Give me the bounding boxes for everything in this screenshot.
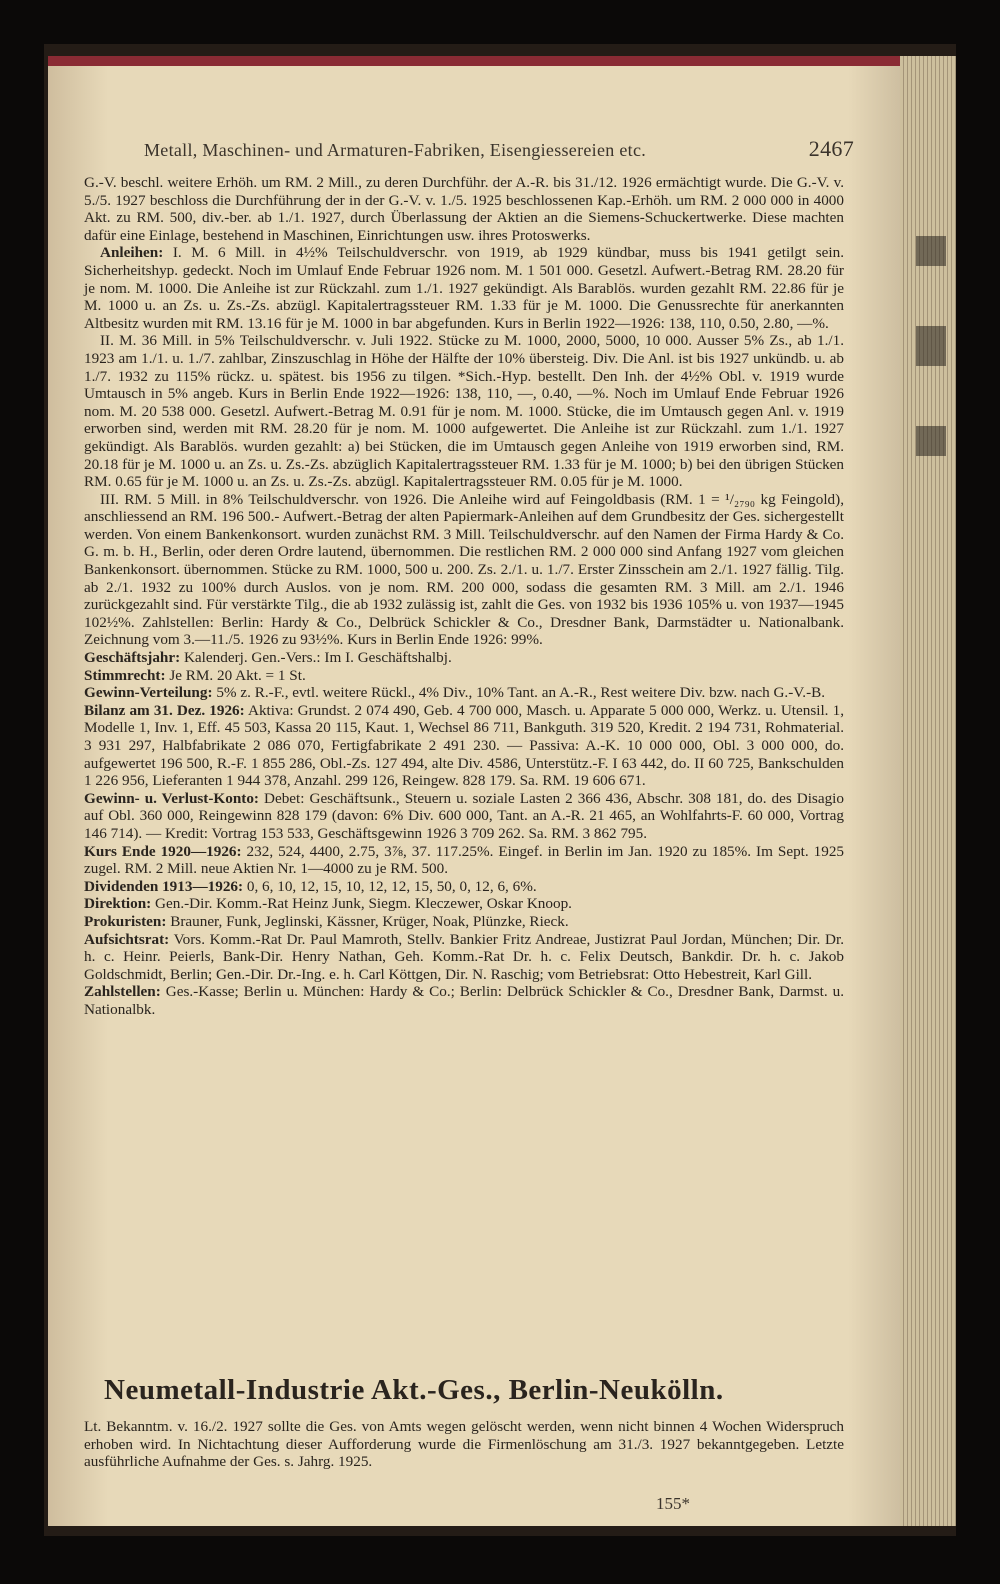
paragraph-text: G.-V. beschl. weitere Erhöh. um RM. 2 Mill., zu deren Durchführ. der A.-R. bis 31./12. 1926 ermächtigt wurde. Die G.-V. v. 5./5. 1927 beschloss die Durchführung der in der G.-V. v. 1./5. 1925 beschlossenen Kap.-Erhöh. um RM. 2 000 000 in 4000 Akt. zu RM. 500, div.-ber. ab 1./1. 1927, durch Überlassung der Aktien an die Siemens-Schuckertwerke. Diese machten dafür eine Einlage, bestehend in Maschinen, Einrichtungen usw. ihres Protoswerks. xyxy=(84,174,844,244)
binding-strip xyxy=(48,56,900,66)
edge-mark xyxy=(916,236,946,266)
paragraph-text: Gen.-Dir. Komm.-Rat Heinz Junk, Siegm. Kleczewer, Oskar Knoop. xyxy=(151,895,572,913)
paragraph-label: Dividenden 1913—1926: xyxy=(84,877,244,895)
paragraph-text: Vors. Komm.-Rat Dr. Paul Mamroth, Stellv. Bankier Fritz Andreae, Justizrat Paul Jordan, München; Dir. Dr. h. c. Heinr. Peierls, Bank-Dir. Henry Nathan, Geh. Komm.-Rat Dr. h. c. Felix Deutsch, Bankdir. Dr. h. c. Jakob Goldschmidt, Berlin; Gen.-Dir. Dr.-Ing. e. h. Carl Köttgen, Dir. N. Raschig; vom Betriebsrat: Otto Hebestreit, Karl Gill. xyxy=(84,930,844,983)
page-edge xyxy=(900,56,956,1526)
page-number: 2467 xyxy=(808,136,854,161)
paragraph xyxy=(84,684,844,702)
paragraph-text: Brauner, Funk, Jeglinski, Kässner, Krüger, Noak, Plünzke, Rieck. xyxy=(166,912,569,930)
signature-mark: 155* xyxy=(656,1494,690,1513)
body-text xyxy=(84,174,844,1019)
paragraph xyxy=(84,931,844,984)
paragraph-text: III. RM. 5 Mill. in 8% Teilschuldverschr. von 1926. Die Anleihe wird auf Feingoldbasis (RM. 1 = ¹/₂₇₉₀ kg Feingold), anschliessend an RM. 196 500.- Aufwert.-Betrag der alten Papiermark-Anleihen auf dem Grundbesitz der Ges. sichergestellt werden. Von einem Bankenkonsort. wurden zunächst RM. 3 Mill. Teilschuldverschr. auf den Namen der Firma Hardy & Co. G. m. b. H., Berlin, oder deren Ordre lautend, übernommen. Die restlichen RM. 2 000 000 sind Anfang 1927 vom gleichen Bankenkonsort. übernommen. Stücke zu RM. 1000, 500 u. 200. Zs. 2./1. u. 1./7. Erster Zinsschein am 2./1. 1927 fällig. Tilg. ab 2./1. 1932 zu 100% durch Auslos. von je nom. RM. 200 000, sodass die gesamten RM. 3 Mill. am 2./1. 1946 zurückgezahlt sind. Für verstärkte Tilg., die ab 1932 zulässig ist, zahlt die Ges. von 1932 bis 1936 105% u. von 1937—1945 102½%. Zahlstellen: Berlin: Hardy & Co., Delbrück Schickler & Co., Dresdner Bank, Darmstädter u. Nationalbank. Zeichnung vom 3.—11./5. 1926 zu 93½%. Kurs in Berlin Ende 1926: 99%. xyxy=(84,490,844,649)
paragraph-label: Stimmrecht: xyxy=(84,666,166,684)
paragraph xyxy=(84,843,844,878)
paragraph-text: Aktiva: Grundst. 2 074 490, Geb. 4 700 000, Masch. u. Apparate 5 000 000, Werkz. u. Utensil. 1, Modelle 1, Inv. 1, Eff. 45 503, Kassa 20 115, Kaut. 1, Wechsel 86 711, Bankguth. 319 520, Kredit. 2 194 731, Rohmaterial. 3 931 297, Halbfabrikate 2 086 070, Fertigfabrikate 2 491 230. — Passiva: A.-K. 10 000 000, Obl. 3 000 000, do. aufgewertet 196 500, R.-F. 1 855 286, Obl.-Zs. 127 494, alte Div. 4586, Unterstütz.-F. I 63 442, do. II 60 725, Bankschulden 1 226 956, Lieferanten 1 944 378, Anzahl. 299 126, Reingew. 828 179. Sa. RM. 19 606 671. xyxy=(84,701,844,790)
paragraph xyxy=(84,174,844,244)
paragraph xyxy=(84,667,844,685)
edge-mark xyxy=(916,426,946,456)
paragraph xyxy=(84,332,844,490)
paragraph xyxy=(84,702,844,790)
notice-text xyxy=(84,1418,844,1471)
paragraph-text: Debet: Geschäftsunk., Steuern u. soziale Lasten 2 366 436, Abschr. 308 181, do. des Disagio auf Obl. 360 000, Reingewinn 828 179 (davon: 6% Div. 600 000, Tant. an A.-R. 21 465, an Wohlfahrts-F. 60 000, Vortrag 146 714). — Kredit: Vortrag 153 533, Geschäftsgewinn 1926 3 709 262. Sa. RM. 3 862 795. xyxy=(84,789,844,842)
paragraph xyxy=(84,983,844,1018)
paragraph xyxy=(84,878,844,896)
paragraph xyxy=(84,491,844,649)
paragraph-label: Aufsichtsrat: xyxy=(84,930,170,948)
paragraph-label: Prokuristen: xyxy=(84,912,167,930)
paragraph xyxy=(84,790,844,843)
paragraph-text: 232, 524, 4400, 2.75, 3⅞, 37. 117.25%. Eingef. in Berlin im Jan. 1920 zu 185%. Im Sept. 1925 zugel. RM. 2 Mill. neue Aktien Nr. 1—4000 zu je RM. 500. xyxy=(84,842,845,878)
paragraph-text: 5% z. R.-F., evtl. weitere Rückl., 4% Div., 10% Tant. an A.-R., Rest weitere Div. bzw. nach G.-V.-B. xyxy=(212,684,826,702)
paragraph-text: 0, 6, 10, 12, 15, 10, 12, 12, 15, 50, 0, 12, 6, 6%. xyxy=(243,877,537,895)
notice-paragraph: Lt. Bekanntm. v. 16./2. 1927 sollte die Ges. von Amts wegen gelöscht werden, wenn nicht binnen 4 Wochen Widerspruch erhoben wird. In Nichtachtung dieser Aufforderung wurde die Firmenlöschung am 31./3. 1927 bekanntgegeben. Letzte ausführliche Aufnahme der Ges. s. Jahrg. 1925. xyxy=(84,1418,844,1471)
paragraph-label: Anleihen: xyxy=(100,244,164,262)
company-heading: Neumetall-Industrie Akt.-Ges., Berlin-Neukölln. xyxy=(104,1374,724,1406)
paragraph-label: Geschäftsjahr: xyxy=(84,649,181,667)
paragraph-label: Zahlstellen: xyxy=(84,983,161,1001)
scan-frame xyxy=(44,44,956,1536)
paragraph-label: Gewinn- u. Verlust-Konto: xyxy=(84,789,259,807)
paragraph xyxy=(84,649,844,667)
paragraph xyxy=(84,913,844,931)
edge-mark xyxy=(916,326,946,366)
paragraph-text: I. M. 6 Mill. in 4½% Teilschuldverschr. von 1919, ab 1929 kündbar, muss bis 1941 getilgt sein. Sicherheitshyp. gedeckt. Noch im Umlauf Ende Februar 1926 nom. M. 1 501 000. Gesetzl. Aufwert.-Betrag RM. 28.20 für je nom. M. 1000. Die Anleihe ist zur Rückzahl. zum 1./1. 1927 gekündigt. Als Barablös. wurden gezahlt RM. 22.86 für je M. 1000 u. an Zs. u. Zs.-Zs. abzügl. Kapitalertragssteuer RM. 1.33 für je M. 1000. Die Genussrechte für anerkannten Altbesitz wurden mit RM. 13.16 für je M. 1000 in bar abgefunden. Kurs in Berlin 1922—1926: 138, 110, 0.50, 2.80, —%. xyxy=(84,244,844,332)
paragraph-text: Kalenderj. Gen.-Vers.: Im I. Geschäftshalbj. xyxy=(180,649,452,667)
paragraph xyxy=(84,895,844,913)
running-title: Metall, Maschinen- und Armaturen-Fabriken, Eisengiessereien etc. xyxy=(144,140,647,160)
book-page xyxy=(48,56,900,1526)
paragraph-label: Direktion: xyxy=(84,895,152,913)
paragraph-text: Je RM. 20 Akt. = 1 St. xyxy=(165,666,306,684)
paragraph-label: Bilanz am 31. Dez. 1926: xyxy=(84,701,245,719)
paragraph-text: II. M. 36 Mill. in 5% Teilschuldverschr. v. Juli 1922. Stücke zu M. 1000, 2000, 5000, 10 000. Ausser 5% Zs., ab 1./1. 1923 am 1./1. u. 1./7. zahlbar, Zinszuschlag in Höhe der Hälfte der 10% übersteig. Div. Die Anl. ist bis 1927 unkündb. u. ab 1./7. 1932 zu 115% rückz. u. spätest. bis 1956 zu tilgen. *Sich.-Hyp. bestellt. Den Inh. der 4½% Obl. v. 1919 wurde Umtausch in 5% angeb. Kurs in Berlin Ende 1922—1926: 138, 110, —, 0.40, —%. Noch im Umlauf Ende Februar 1926 nom. M. 20 538 000. Gesetzl. Aufwert.-Betrag M. 0.91 für je nom. M. 1000. Stücke, die im Umtausch gegen Anl. v. 1919 erworben sind, werden mit RM. 28.20 für je nom. M. 1000 aufgewertet. Die Anleihe ist zur Rückzahl. zum 1./1. 1927 gekündigt. Als Barablös. wurden gezahlt: a) bei Stücken, die im Umtausch gegen Anleihe von 1919 erworben sind, RM. 20.18 für je M. 1000 u. an Zs. u. Zs.-Zs. abzüglich Kapitalertragssteuer RM. 1.33 für je M. 1000; b) bei den übrigen Stücken RM. 0.65 für je M. 1000 u. an Zs. u. Zs.-Zs. abzügl. Kapitalertragssteuer RM. 0.05 für je M. 1000. xyxy=(84,332,844,491)
paragraph xyxy=(84,244,844,332)
running-head xyxy=(144,136,854,166)
paragraph-label: Gewinn-Verteilung: xyxy=(84,684,213,702)
paragraph-text: Ges.-Kasse; Berlin u. München: Hardy & Co.; Berlin: Delbrück Schickler & Co., Dresdner Bank, Darmst. u. Nationalbk. xyxy=(84,983,844,1018)
paragraph-label: Kurs Ende 1920—1926: xyxy=(84,842,242,860)
